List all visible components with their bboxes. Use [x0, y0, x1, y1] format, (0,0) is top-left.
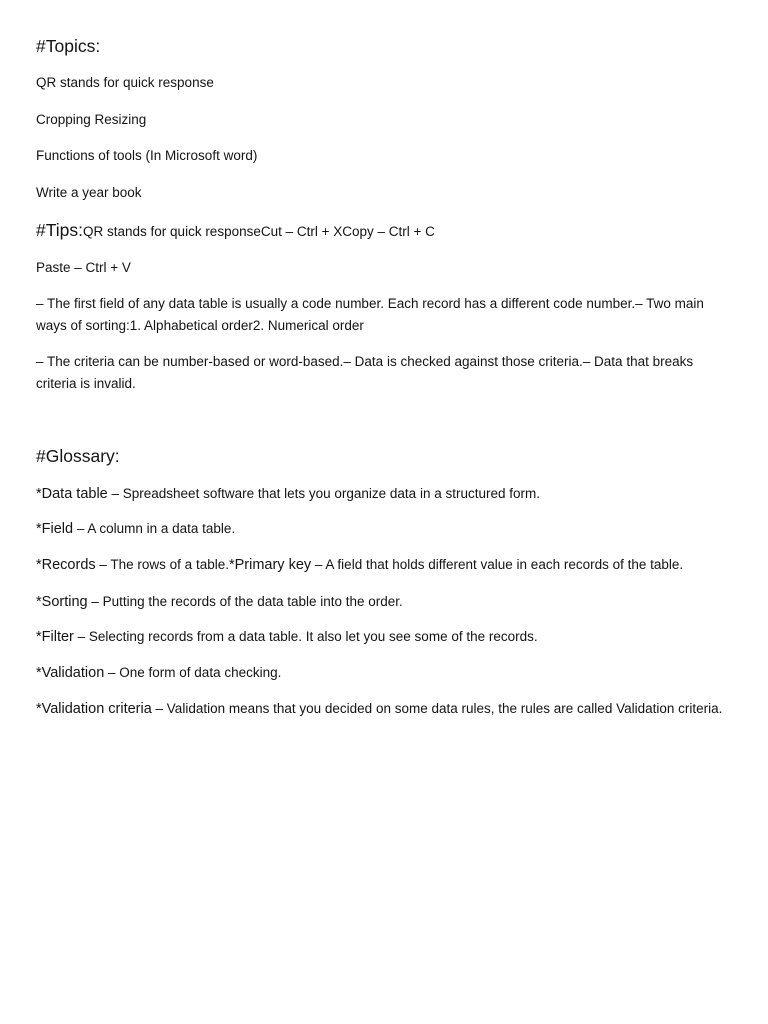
- glossary-definition: – Spreadsheet software that lets you organize data in a structured form.: [107, 486, 540, 501]
- glossary-term: *Data table: [36, 486, 108, 502]
- glossary-entry: [36, 626, 538, 649]
- glossary-definition: – A column in a data table.: [73, 521, 236, 536]
- glossary-entry: [36, 483, 540, 506]
- glossary-term: *Validation criteria: [36, 701, 152, 717]
- glossary-term: *Filter: [36, 629, 74, 645]
- glossary-definition: – Validation means that you decided on some data rules, the rules are called Validation criteria.: [151, 701, 723, 716]
- topics-item: QR stands for quick response: [36, 75, 214, 90]
- tips-paragraph: – The criteria can be number-based or word-based.– Data is checked against those criteria.– Data that breaks criteria is invalid.: [36, 354, 694, 391]
- glossary-term: *Primary key: [228, 557, 312, 573]
- glossary-definition: – Putting the records of the data table into the order.: [87, 594, 403, 609]
- glossary-definition: – The rows of a table.: [95, 557, 229, 572]
- glossary-definition: – One form of data checking.: [104, 665, 282, 680]
- tips-heading: #Tips:: [36, 220, 84, 240]
- glossary-term: *Sorting: [36, 594, 88, 610]
- topics-item: Functions of tools (In Microsoft word): [36, 148, 258, 163]
- topics-item: Write a year book: [36, 185, 142, 200]
- glossary-term: *Records: [36, 557, 96, 573]
- glossary-entry: [36, 591, 403, 614]
- glossary-term: *Field: [36, 521, 74, 537]
- tips-paragraph: – The first field of any data table is usually a code number. Each record has a different code number.– Two main ways of sorting:1. Alphabetical order2. Numerical order: [36, 296, 704, 333]
- glossary-entry: [36, 518, 235, 541]
- tips-first-line: [36, 220, 435, 243]
- topics-item: Cropping Resizing: [36, 112, 147, 127]
- glossary-heading: #Glossary:: [36, 446, 120, 466]
- tips-first-line-text: QR stands for quick responseCut – Ctrl + XCopy – Ctrl + C: [83, 224, 435, 239]
- glossary-definition: – Selecting records from a data table. It also let you see some of the records.: [73, 629, 538, 644]
- glossary-entry: [36, 662, 281, 685]
- glossary-term: *Validation: [36, 665, 105, 681]
- tips-paste-line: Paste – Ctrl + V: [36, 260, 131, 275]
- topics-heading: #Topics:: [36, 36, 101, 56]
- glossary-definition: – A field that holds different value in each records of the table.: [311, 557, 684, 572]
- glossary-entry: [36, 554, 683, 577]
- glossary-entry: [36, 698, 728, 721]
